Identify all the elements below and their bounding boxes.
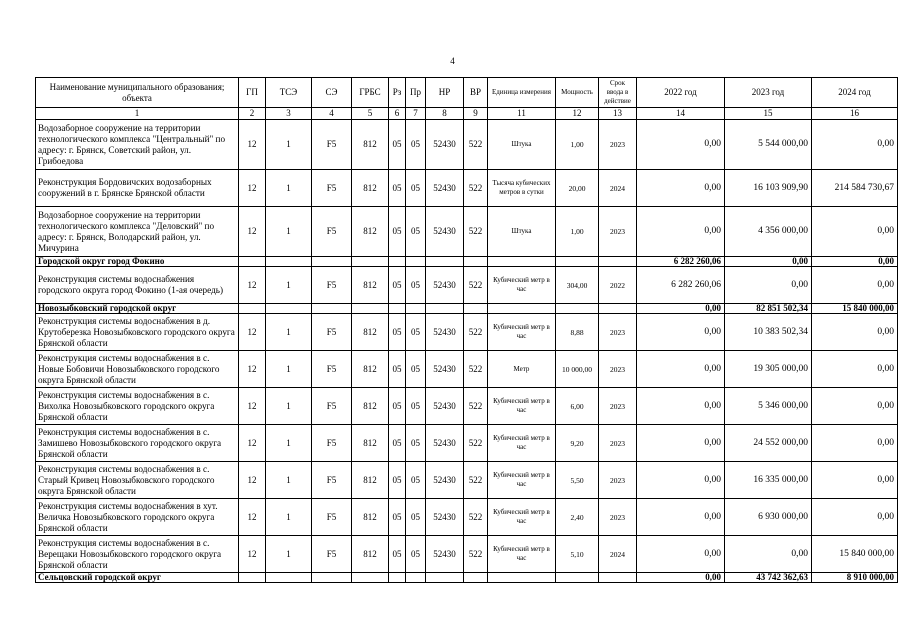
amount-2022: 0,00 (637, 499, 725, 536)
empty-cell (406, 257, 426, 267)
rz-cell: 05 (389, 207, 406, 257)
header-cell: Мощность (556, 78, 599, 108)
budget-table (35, 77, 898, 583)
table-row (36, 170, 898, 207)
header-cell: Наименование муниципального образования; объекта (36, 78, 239, 108)
table-row (36, 499, 898, 536)
empty-cell (389, 257, 406, 267)
group-name: Городской округ город Фокино (36, 257, 239, 267)
amount-2023: 16 335 000,00 (725, 462, 812, 499)
table-row (36, 536, 898, 573)
amount-2022: 0,00 (637, 388, 725, 425)
tse-cell: 1 (266, 170, 312, 207)
gp-cell: 12 (239, 170, 266, 207)
unit-cell: Кубический метр в час (488, 314, 556, 351)
header-cell: ТСЭ (266, 78, 312, 108)
empty-cell (312, 257, 352, 267)
table-row (36, 314, 898, 351)
gp-cell: 12 (239, 351, 266, 388)
nr-cell: 52430 (426, 388, 464, 425)
nr-cell: 52430 (426, 351, 464, 388)
empty-cell (312, 573, 352, 583)
empty-cell (406, 573, 426, 583)
column-number: 1 (36, 108, 239, 120)
empty-cell (599, 257, 637, 267)
column-number: 7 (406, 108, 426, 120)
group-total-2022: 0,00 (637, 573, 725, 583)
gp-cell: 12 (239, 120, 266, 170)
group-total-2022: 6 282 260,06 (637, 257, 725, 267)
se-cell: F5 (312, 499, 352, 536)
empty-cell (599, 304, 637, 314)
nr-cell: 52430 (426, 425, 464, 462)
group-name: Сельцовский городской округ (36, 573, 239, 583)
amount-2023: 4 356 000,00 (725, 207, 812, 257)
year-cell: 2023 (599, 314, 637, 351)
empty-cell (464, 573, 488, 583)
empty-cell (488, 573, 556, 583)
column-number: 3 (266, 108, 312, 120)
amount-2022: 0,00 (637, 120, 725, 170)
column-number: 2 (239, 108, 266, 120)
amount-2022: 6 282 260,06 (637, 267, 725, 304)
page-number: 4 (450, 56, 455, 66)
empty-cell (406, 304, 426, 314)
tse-cell: 1 (266, 536, 312, 573)
unit-cell: Метр (488, 351, 556, 388)
header-cell: 2023 год (725, 78, 812, 108)
object-name: Реконструкция системы водоснабжения в с. Новые Бобовичи Новозыбковского городского округа Брянской области (36, 351, 239, 388)
amount-2022: 0,00 (637, 425, 725, 462)
grbs-cell: 812 (352, 388, 389, 425)
group-total-row (36, 304, 898, 314)
header-cell: ВР (464, 78, 488, 108)
unit-cell: Кубический метр в час (488, 388, 556, 425)
rz-cell: 05 (389, 499, 406, 536)
gp-cell: 12 (239, 536, 266, 573)
column-number: 14 (637, 108, 725, 120)
empty-cell (312, 304, 352, 314)
table-row (36, 120, 898, 170)
amount-2023: 0,00 (725, 267, 812, 304)
vr-cell: 522 (464, 207, 488, 257)
se-cell: F5 (312, 207, 352, 257)
vr-cell: 522 (464, 536, 488, 573)
group-total-2024: 0,00 (812, 257, 898, 267)
column-number: 8 (426, 108, 464, 120)
empty-cell (239, 304, 266, 314)
nr-cell: 52430 (426, 314, 464, 351)
empty-cell (266, 573, 312, 583)
column-number: 4 (312, 108, 352, 120)
rz-cell: 05 (389, 388, 406, 425)
header-cell: ГРБС (352, 78, 389, 108)
unit-cell: Кубический метр в час (488, 536, 556, 573)
empty-cell (488, 257, 556, 267)
tse-cell: 1 (266, 267, 312, 304)
amount-2023: 0,00 (725, 536, 812, 573)
empty-cell (488, 304, 556, 314)
capacity-cell: 5,50 (556, 462, 599, 499)
se-cell: F5 (312, 170, 352, 207)
rz-cell: 05 (389, 351, 406, 388)
vr-cell: 522 (464, 388, 488, 425)
rz-cell: 05 (389, 536, 406, 573)
amount-2023: 16 103 909,90 (725, 170, 812, 207)
column-number: 15 (725, 108, 812, 120)
amount-2022: 0,00 (637, 207, 725, 257)
capacity-cell: 1,00 (556, 207, 599, 257)
group-total-2024: 8 910 000,00 (812, 573, 898, 583)
pr-cell: 05 (406, 499, 426, 536)
capacity-cell: 8,88 (556, 314, 599, 351)
tse-cell: 1 (266, 207, 312, 257)
year-cell: 2023 (599, 351, 637, 388)
header-cell: ГП (239, 78, 266, 108)
year-cell: 2023 (599, 388, 637, 425)
amount-2022: 0,00 (637, 351, 725, 388)
header-cell: Единица измерения (488, 78, 556, 108)
header-row (36, 78, 898, 108)
nr-cell: 52430 (426, 207, 464, 257)
amount-2023: 5 346 000,00 (725, 388, 812, 425)
object-name: Реконструкция системы водоснабжения в с. Старый Кривец Новозыбковского городского округа Брянской области (36, 462, 239, 499)
object-name: Реконструкция системы водоснабжения в с. Верещаки Новозыбковского городского округа Брянской области (36, 536, 239, 573)
grbs-cell: 812 (352, 170, 389, 207)
vr-cell: 522 (464, 425, 488, 462)
amount-2022: 0,00 (637, 314, 725, 351)
table-row (36, 425, 898, 462)
empty-cell (352, 257, 389, 267)
empty-cell (464, 304, 488, 314)
table-row (36, 388, 898, 425)
vr-cell: 522 (464, 351, 488, 388)
rz-cell: 05 (389, 120, 406, 170)
nr-cell: 52430 (426, 462, 464, 499)
year-cell: 2023 (599, 462, 637, 499)
gp-cell: 12 (239, 207, 266, 257)
empty-cell (464, 257, 488, 267)
gp-cell: 12 (239, 425, 266, 462)
group-total-2023: 0,00 (725, 257, 812, 267)
unit-cell: Штука (488, 207, 556, 257)
amount-2023: 10 383 502,34 (725, 314, 812, 351)
unit-cell: Кубический метр в час (488, 499, 556, 536)
empty-cell (426, 304, 464, 314)
vr-cell: 522 (464, 314, 488, 351)
gp-cell: 12 (239, 267, 266, 304)
year-cell: 2023 (599, 207, 637, 257)
tse-cell: 1 (266, 425, 312, 462)
nr-cell: 52430 (426, 499, 464, 536)
group-total-2024: 15 840 000,00 (812, 304, 898, 314)
nr-cell: 52430 (426, 120, 464, 170)
header-cell: СЭ (312, 78, 352, 108)
tse-cell: 1 (266, 388, 312, 425)
table-row (36, 267, 898, 304)
amount-2022: 0,00 (637, 462, 725, 499)
column-number: 12 (556, 108, 599, 120)
group-name: Новозыбковский городской округ (36, 304, 239, 314)
se-cell: F5 (312, 462, 352, 499)
empty-cell (389, 573, 406, 583)
nr-cell: 52430 (426, 267, 464, 304)
object-name: Реконструкция системы водоснабжения городского округа город Фокино (1-ая очередь) (36, 267, 239, 304)
column-number-row (36, 108, 898, 120)
grbs-cell: 812 (352, 499, 389, 536)
tse-cell: 1 (266, 314, 312, 351)
grbs-cell: 812 (352, 314, 389, 351)
se-cell: F5 (312, 425, 352, 462)
object-name: Реконструкция системы водоснабжения в д. Крутоберезка Новозыбковского городского округа Брянской области (36, 314, 239, 351)
year-cell: 2022 (599, 267, 637, 304)
pr-cell: 05 (406, 170, 426, 207)
amount-2024: 15 840 000,00 (812, 536, 898, 573)
amount-2024: 0,00 (812, 388, 898, 425)
pr-cell: 05 (406, 536, 426, 573)
rz-cell: 05 (389, 170, 406, 207)
amount-2022: 0,00 (637, 170, 725, 207)
column-number: 9 (464, 108, 488, 120)
amount-2023: 19 305 000,00 (725, 351, 812, 388)
table-row (36, 462, 898, 499)
amount-2023: 6 930 000,00 (725, 499, 812, 536)
empty-cell (556, 573, 599, 583)
tse-cell: 1 (266, 351, 312, 388)
group-total-2022: 0,00 (637, 304, 725, 314)
se-cell: F5 (312, 314, 352, 351)
grbs-cell: 812 (352, 120, 389, 170)
object-name: Реконструкция Бордовичских водозаборных сооружений в г. Брянске Брянской области (36, 170, 239, 207)
capacity-cell: 304,00 (556, 267, 599, 304)
gp-cell: 12 (239, 388, 266, 425)
column-number: 5 (352, 108, 389, 120)
empty-cell (389, 304, 406, 314)
year-cell: 2023 (599, 425, 637, 462)
tse-cell: 1 (266, 462, 312, 499)
group-total-2023: 82 851 502,34 (725, 304, 812, 314)
unit-cell: Кубический метр в час (488, 462, 556, 499)
amount-2024: 0,00 (812, 267, 898, 304)
amount-2023: 24 552 000,00 (725, 425, 812, 462)
header-cell: 2024 год (812, 78, 898, 108)
se-cell: F5 (312, 351, 352, 388)
amount-2023: 5 544 000,00 (725, 120, 812, 170)
object-name: Реконструкция системы водоснабжения в хут. Величка Новозыбковского городского округа Брянской области (36, 499, 239, 536)
gp-cell: 12 (239, 462, 266, 499)
header-cell: Пр (406, 78, 426, 108)
empty-cell (352, 304, 389, 314)
capacity-cell: 1,00 (556, 120, 599, 170)
empty-cell (599, 573, 637, 583)
header-cell: 2022 год (637, 78, 725, 108)
vr-cell: 522 (464, 267, 488, 304)
capacity-cell: 9,20 (556, 425, 599, 462)
grbs-cell: 812 (352, 207, 389, 257)
amount-2024: 0,00 (812, 120, 898, 170)
gp-cell: 12 (239, 314, 266, 351)
rz-cell: 05 (389, 462, 406, 499)
nr-cell: 52430 (426, 170, 464, 207)
amount-2024: 0,00 (812, 314, 898, 351)
vr-cell: 522 (464, 170, 488, 207)
empty-cell (426, 573, 464, 583)
empty-cell (426, 257, 464, 267)
group-total-row (36, 257, 898, 267)
pr-cell: 05 (406, 120, 426, 170)
unit-cell: Штука (488, 120, 556, 170)
object-name: Водозаборное сооружение на территории технологического комплекса "Деловский" по адресу: г. Брянск, Володарский район, ул. Мичурина (36, 207, 239, 257)
group-total-row (36, 573, 898, 583)
vr-cell: 522 (464, 120, 488, 170)
unit-cell: Кубический метр в час (488, 425, 556, 462)
header-cell: Срок ввода в действие (599, 78, 637, 108)
amount-2022: 0,00 (637, 536, 725, 573)
capacity-cell: 2,40 (556, 499, 599, 536)
year-cell: 2023 (599, 499, 637, 536)
rz-cell: 05 (389, 425, 406, 462)
column-number: 6 (389, 108, 406, 120)
tse-cell: 1 (266, 120, 312, 170)
nr-cell: 52430 (426, 536, 464, 573)
year-cell: 2024 (599, 170, 637, 207)
empty-cell (352, 573, 389, 583)
empty-cell (556, 304, 599, 314)
object-name: Реконструкция системы водоснабжения в с. Вихолка Новозыбковского городского округа Брянской области (36, 388, 239, 425)
object-name: Реконструкция системы водоснабжения в с. Замишево Новозыбковского городского округа Брянской области (36, 425, 239, 462)
se-cell: F5 (312, 388, 352, 425)
amount-2024: 0,00 (812, 207, 898, 257)
pr-cell: 05 (406, 207, 426, 257)
amount-2024: 0,00 (812, 425, 898, 462)
column-number: 13 (599, 108, 637, 120)
empty-cell (239, 573, 266, 583)
amount-2024: 0,00 (812, 499, 898, 536)
grbs-cell: 812 (352, 267, 389, 304)
grbs-cell: 812 (352, 462, 389, 499)
column-number: 16 (812, 108, 898, 120)
empty-cell (556, 257, 599, 267)
grbs-cell: 812 (352, 536, 389, 573)
vr-cell: 522 (464, 462, 488, 499)
pr-cell: 05 (406, 425, 426, 462)
rz-cell: 05 (389, 267, 406, 304)
unit-cell: Тысяча кубических метров в сутки (488, 170, 556, 207)
amount-2024: 214 584 730,67 (812, 170, 898, 207)
pr-cell: 05 (406, 314, 426, 351)
se-cell: F5 (312, 267, 352, 304)
group-total-2023: 43 742 362,63 (725, 573, 812, 583)
pr-cell: 05 (406, 351, 426, 388)
rz-cell: 05 (389, 314, 406, 351)
year-cell: 2023 (599, 120, 637, 170)
column-number: 11 (488, 108, 556, 120)
empty-cell (239, 257, 266, 267)
amount-2024: 0,00 (812, 351, 898, 388)
pr-cell: 05 (406, 388, 426, 425)
table-row (36, 207, 898, 257)
year-cell: 2024 (599, 536, 637, 573)
pr-cell: 05 (406, 267, 426, 304)
header-cell: НР (426, 78, 464, 108)
capacity-cell: 20,00 (556, 170, 599, 207)
capacity-cell: 10 000,00 (556, 351, 599, 388)
grbs-cell: 812 (352, 351, 389, 388)
grbs-cell: 812 (352, 425, 389, 462)
gp-cell: 12 (239, 499, 266, 536)
tse-cell: 1 (266, 499, 312, 536)
se-cell: F5 (312, 536, 352, 573)
table-row (36, 351, 898, 388)
object-name: Водозаборное сооружение на территории технологического комплекса "Центральный" по адресу: г. Брянск, Советский район, ул. Грибоедова (36, 120, 239, 170)
empty-cell (266, 304, 312, 314)
se-cell: F5 (312, 120, 352, 170)
amount-2024: 0,00 (812, 462, 898, 499)
capacity-cell: 6,00 (556, 388, 599, 425)
vr-cell: 522 (464, 499, 488, 536)
pr-cell: 05 (406, 462, 426, 499)
unit-cell: Кубический метр в час (488, 267, 556, 304)
header-cell: Рз (389, 78, 406, 108)
capacity-cell: 5,10 (556, 536, 599, 573)
empty-cell (266, 257, 312, 267)
